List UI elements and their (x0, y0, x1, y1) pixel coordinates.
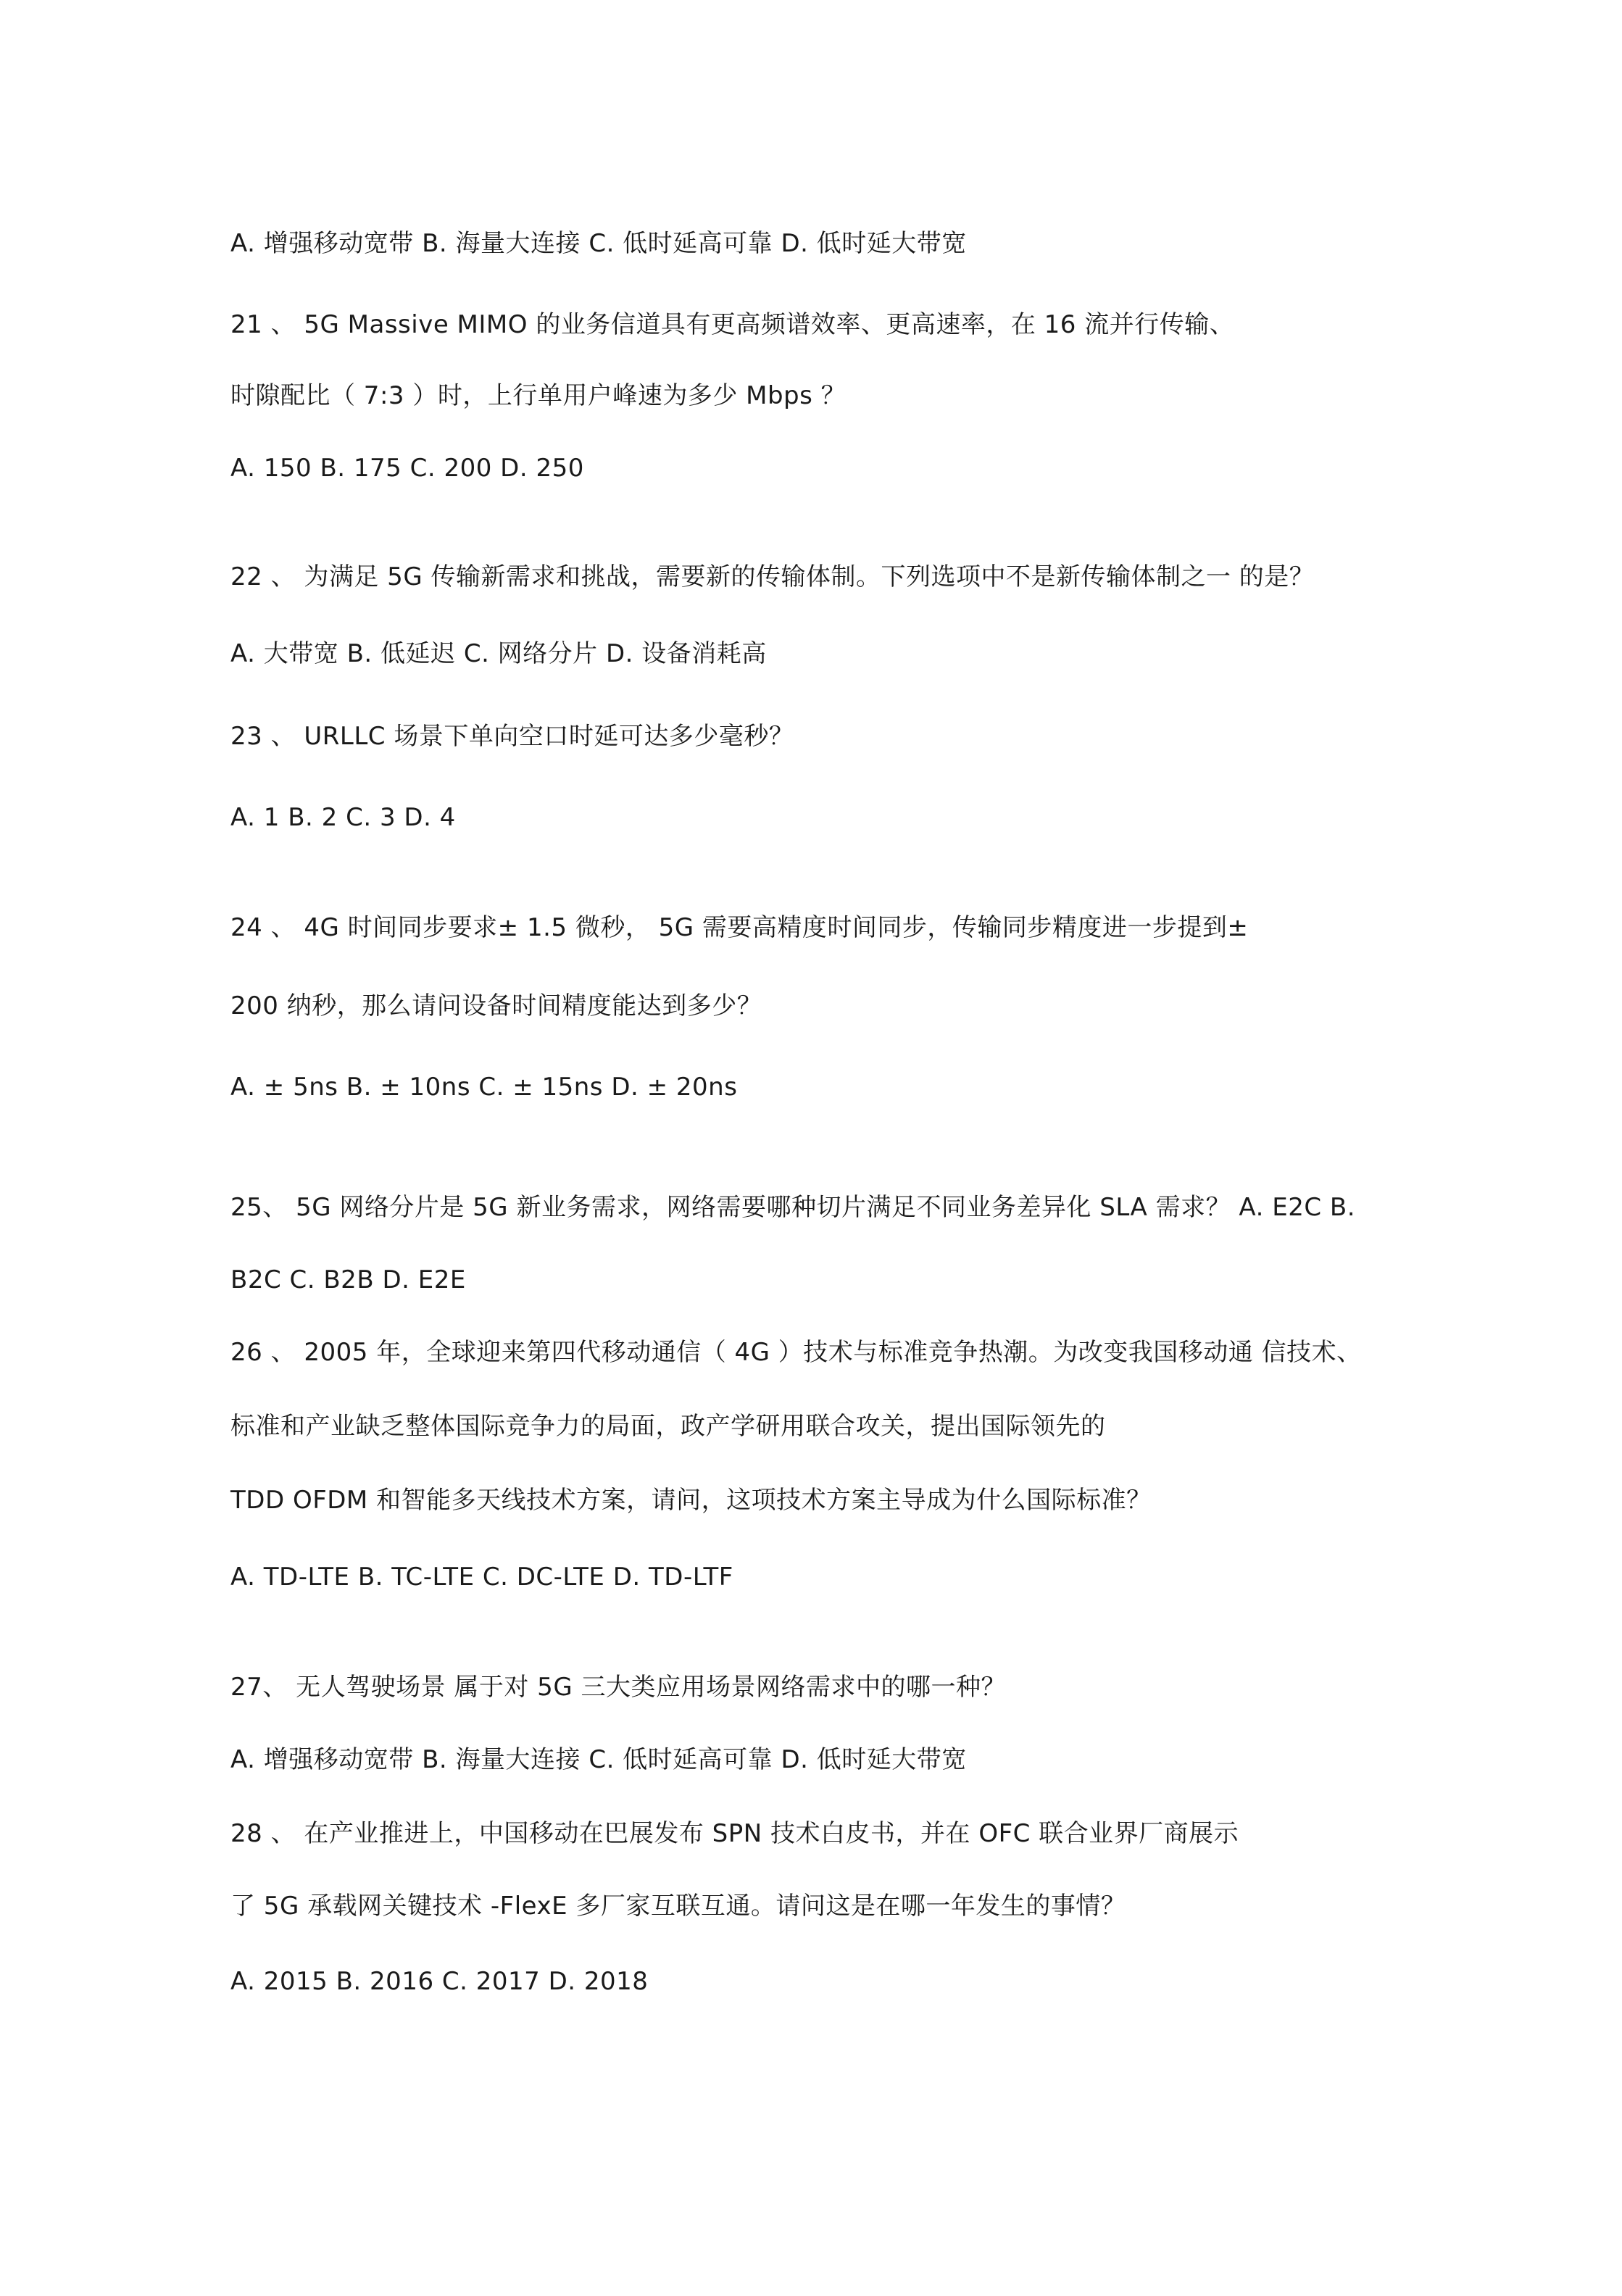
question-27-line-1: 27、 无人驾驶场景 属于对 5G 三大类应用场景网络需求中的哪一种？ (230, 1673, 1006, 1702)
question-21-line-1: 21 、 5G Massive MIMO 的业务信道具有更高频谱效率、更高速率，在 16 流并行传输、 (230, 310, 1235, 339)
question-28-line-1: 28 、 在产业推进上，中国移动在巴展发布 SPN 技术白皮书，并在 OFC 联合业界厂商展示 (230, 1819, 1239, 1848)
option-line-q21: A. 150 B. 175 C. 200 D. 250 (230, 454, 584, 483)
question-28-line-2: 了 5G 承载网关键技术 -FlexE 多厂家互联互通。请问这是在哪一年发生的事情？ (230, 1892, 1126, 1921)
question-24-line-2: 200 纳秒，那么请问设备时间精度能达到多少？ (230, 991, 762, 1020)
question-25-line-1: 25、 5G 网络分片是 5G 新业务需求，网络需要哪种切片满足不同业务差异化 SLA 需求？ A. E2C B. (230, 1193, 1356, 1222)
option-line-q20: A. 增强移动宽带 B. 海量大连接 C. 低时延高可靠 D. 低时延大带宽 (230, 229, 967, 258)
question-22-line-1: 22 、 为满足 5G 传输新需求和挑战，需要新的传输体制。下列选项中不是新传输体制之一 的是？ (230, 562, 1315, 591)
question-21-line-2: 时隙配比（ 7:3 ）时，上行单用户峰速为多少 Mbps ？ (230, 381, 847, 410)
question-26-line-3: TDD OFDM 和智能多天线技术方案，请问，这项技术方案主导成为什么国际标准？ (230, 1486, 1152, 1515)
question-26-line-2: 标准和产业缺乏整体国际竞争力的局面，政产学研用联合攻关，提出国际领先的 (230, 1412, 1106, 1441)
question-23-line-1: 23 、 URLLC 场景下单向空口时延可达多少毫秒？ (230, 722, 794, 751)
option-line-q23: A. 1 B. 2 C. 3 D. 4 (230, 803, 456, 832)
option-line-q26: A. TD-LTE B. TC-LTE C. DC-LTE D. TD-LTF (230, 1563, 733, 1592)
option-line-q24: A. ± 5ns B. ± 10ns C. ± 15ns D. ± 20ns (230, 1073, 738, 1102)
option-line-q22: A. 大带宽 B. 低延迟 C. 网络分片 D. 设备消耗高 (230, 639, 767, 668)
question-26-line-1: 26 、 2005 年，全球迎来第四代移动通信（ 4G ）技术与标准竞争热潮。为改变我国移动通 信技术、 (230, 1338, 1362, 1367)
question-24-line-1: 24 、 4G 时间同步要求± 1.5 微秒， 5G 需要高精度时间同步，传输同步精度进一步提到± (230, 913, 1249, 942)
option-line-q28: A. 2015 B. 2016 C. 2017 D. 2018 (230, 1967, 649, 1996)
question-25-line-2: B2C C. B2B D. E2E (230, 1265, 466, 1294)
option-line-q27: A. 增强移动宽带 B. 海量大连接 C. 低时延高可靠 D. 低时延大带宽 (230, 1745, 967, 1774)
